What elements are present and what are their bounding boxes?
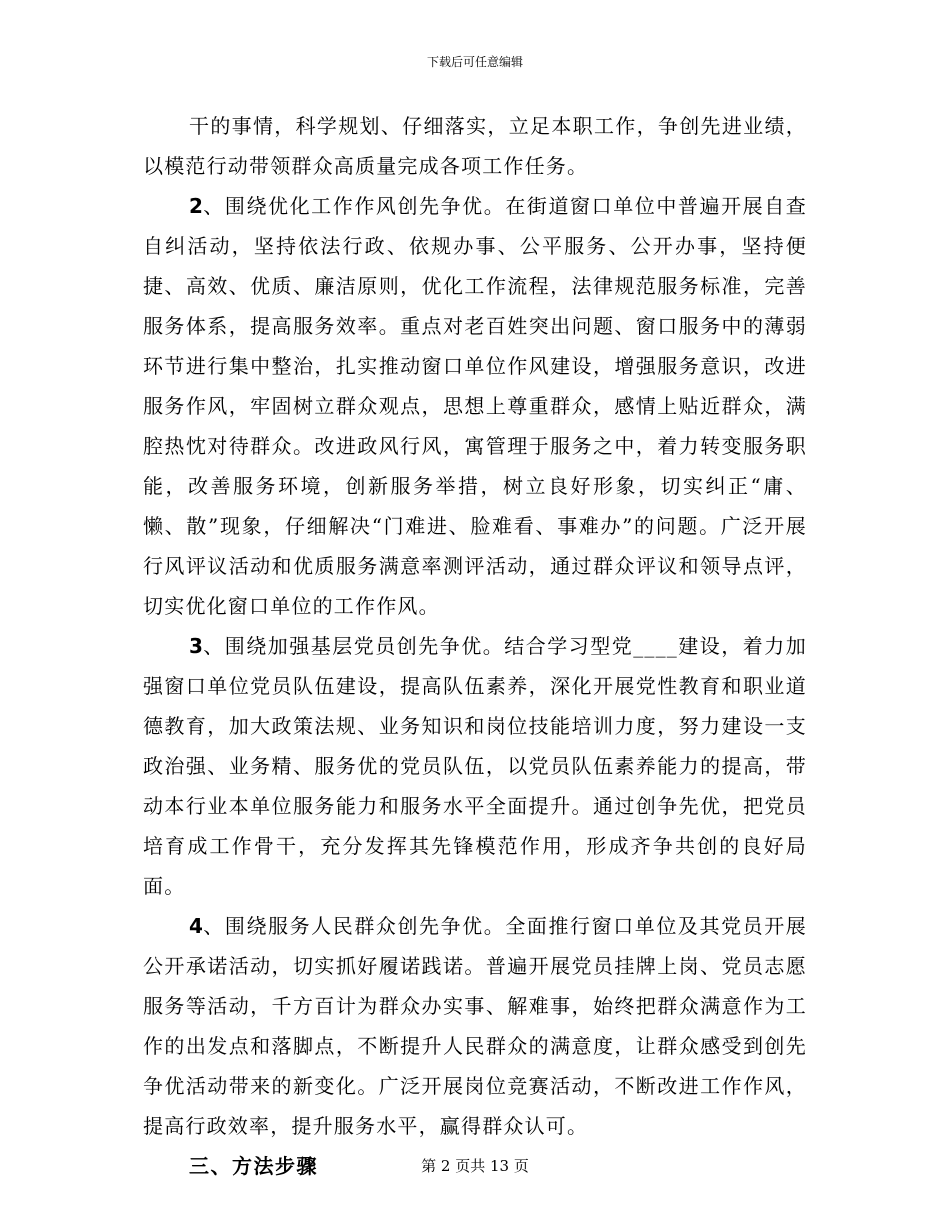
paragraph-2-text: 、围绕优化工作作风创先争优。在街道窗口单位中普遍开展自查自纠活动，坚持依法行政、依规办事、公平服务、公开办事，坚持便捷、高效、优质、廉洁原则，优化工作流程，法律规范服务标准，完善服务体系，提高服务效率。重点对老百姓突出问题、窗口服务中的薄弱环节进行集中整治，扎实推动窗口单位作风建设，增强服务意识，改进服务作风，牢固树立群众观点，思想上尊重群众，感情上贴近群众，满腔热忱对待群众。改进政风行风，寓管理于服务之中，着力转变服务职能，改善服务环境，创新服务举措，树立良好形象，切实纠正“庸、懒、散”现象，仔细解决“门难进、脸难看、事难办”的问题。广泛开展行风评议活动和优质服务满意率测评活动，通过群众评议和领导点评，切实优化窗口单位的工作作风。	[143, 194, 807, 618]
page-header-note: 下载后可任意编辑	[426, 55, 523, 69]
paragraph-1	[143, 106, 807, 186]
paragraph-3-text: 、围绕加强基层党员创先争优。结合学习型党____建设，着力加强窗口单位党员队伍建设，提高队伍素养，深化开展党性教育和职业道德教育，加大政策法规、业务知识和岗位技能培训力度，努力建设一支政治强、业务精、服务优的党员队伍，以党员队伍素养能力的提高，带动本行业本单位服务能力和服务水平全面提升。通过创争先优，把党员培育成工作骨干，充分发挥其先锋模范作用，形成齐争共创的良好局面。	[143, 634, 807, 898]
paragraph-3-number: 3	[189, 634, 203, 658]
paragraph-4	[143, 906, 807, 1146]
paragraph-1-text: 干的事情，科学规划、仔细落实，立足本职工作，争创先进业绩，以模范行动带领群众高质量完成各项工作任务。	[143, 114, 807, 178]
document-body	[143, 106, 807, 1186]
page-number: 第 2 页共 13 页	[421, 1157, 529, 1175]
paragraph-4-number: 4	[189, 914, 203, 938]
paragraph-4-text: 、围绕服务人民群众创先争优。全面推行窗口单位及其党员开展公开承诺活动，切实抓好履诺践诺。普遍开展党员挂牌上岗、党员志愿服务等活动，千方百计为群众办实事、解难事，始终把群众满意作为工作的出发点和落脚点，不断提升人民群众的满意度，让群众感受到创先争优活动带来的新变化。广泛开展岗位竞赛活动，不断改进工作作风，提高行政效率，提升服务水平，赢得群众认可。	[143, 914, 807, 1138]
paragraph-2	[143, 186, 807, 626]
paragraph-2-number: 2	[189, 194, 203, 218]
section-heading: 三、方法步骤	[189, 1154, 318, 1178]
paragraph-3	[143, 626, 807, 906]
